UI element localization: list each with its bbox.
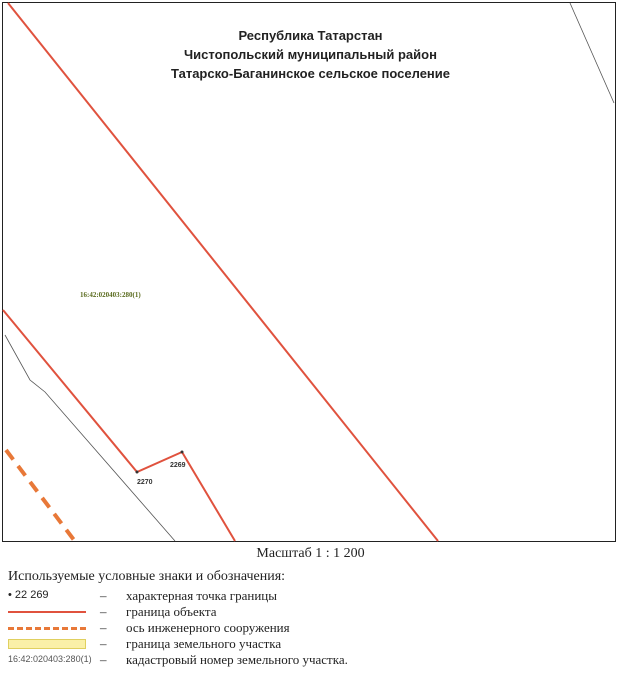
- legend-text-cadastral-number: кадастровый номер земельного участка.: [126, 652, 348, 667]
- legend-text-engineering-axis: ось инженерного сооружения: [126, 620, 290, 635]
- red-line-sample: [8, 611, 86, 613]
- legend-row-cadastral-number: [8, 652, 608, 668]
- title-republic: Республика Татарстан: [238, 28, 383, 43]
- legend-symbol-dashed-line: [8, 620, 93, 636]
- legend-row-object-boundary: [8, 604, 608, 620]
- point-label-2270: 2270: [137, 479, 153, 486]
- dashed-line-sample: [8, 627, 86, 630]
- legend-dash: –: [100, 604, 107, 619]
- boundary-point-2270: [136, 471, 139, 474]
- yellow-box-sample: [8, 639, 86, 649]
- title-settlement: Татарско-Баганинское сельское поселение: [170, 66, 450, 81]
- thin-boundary-lower-line: [5, 335, 175, 541]
- scale-label: Масштаб 1 : 1 200: [256, 546, 365, 561]
- legend-text-parcel-boundary: граница земельного участка: [126, 636, 282, 651]
- legend-title: Используемые условные знаки и обозначения:: [8, 569, 286, 584]
- legend-symbol-cadastral: [8, 652, 93, 668]
- legend-text-point: характерная точка границы: [126, 588, 277, 603]
- legend-row-point: [8, 588, 608, 604]
- object-boundary-main-line: [8, 3, 438, 541]
- point-label-2269: 2269: [170, 462, 186, 469]
- object-boundary-lower-polyline: [3, 310, 235, 541]
- legend-symbol-point: [8, 588, 93, 604]
- title-district: Чистопольский муниципальный район: [184, 47, 437, 62]
- legend-symbol-yellow-box: [8, 636, 93, 652]
- legend-text-object-boundary: граница объекта: [126, 604, 217, 619]
- legend-dash: –: [100, 588, 107, 603]
- legend-dash: –: [100, 652, 107, 667]
- cadastral-number-label: 16:42:020403:280(1): [80, 291, 141, 299]
- boundary-point-2269: [181, 451, 184, 454]
- engineering-axis-line: [6, 450, 74, 540]
- cadastral-sample: 16:42:020403:280(1): [8, 654, 92, 664]
- legend-dash: –: [100, 620, 107, 635]
- legend-symbol-red-line: [8, 604, 93, 620]
- point-marker-sample: • 22 269: [8, 589, 49, 601]
- legend-row-engineering-axis: [8, 620, 608, 636]
- legend-row-parcel-boundary: [8, 636, 608, 652]
- legend-dash: –: [100, 636, 107, 651]
